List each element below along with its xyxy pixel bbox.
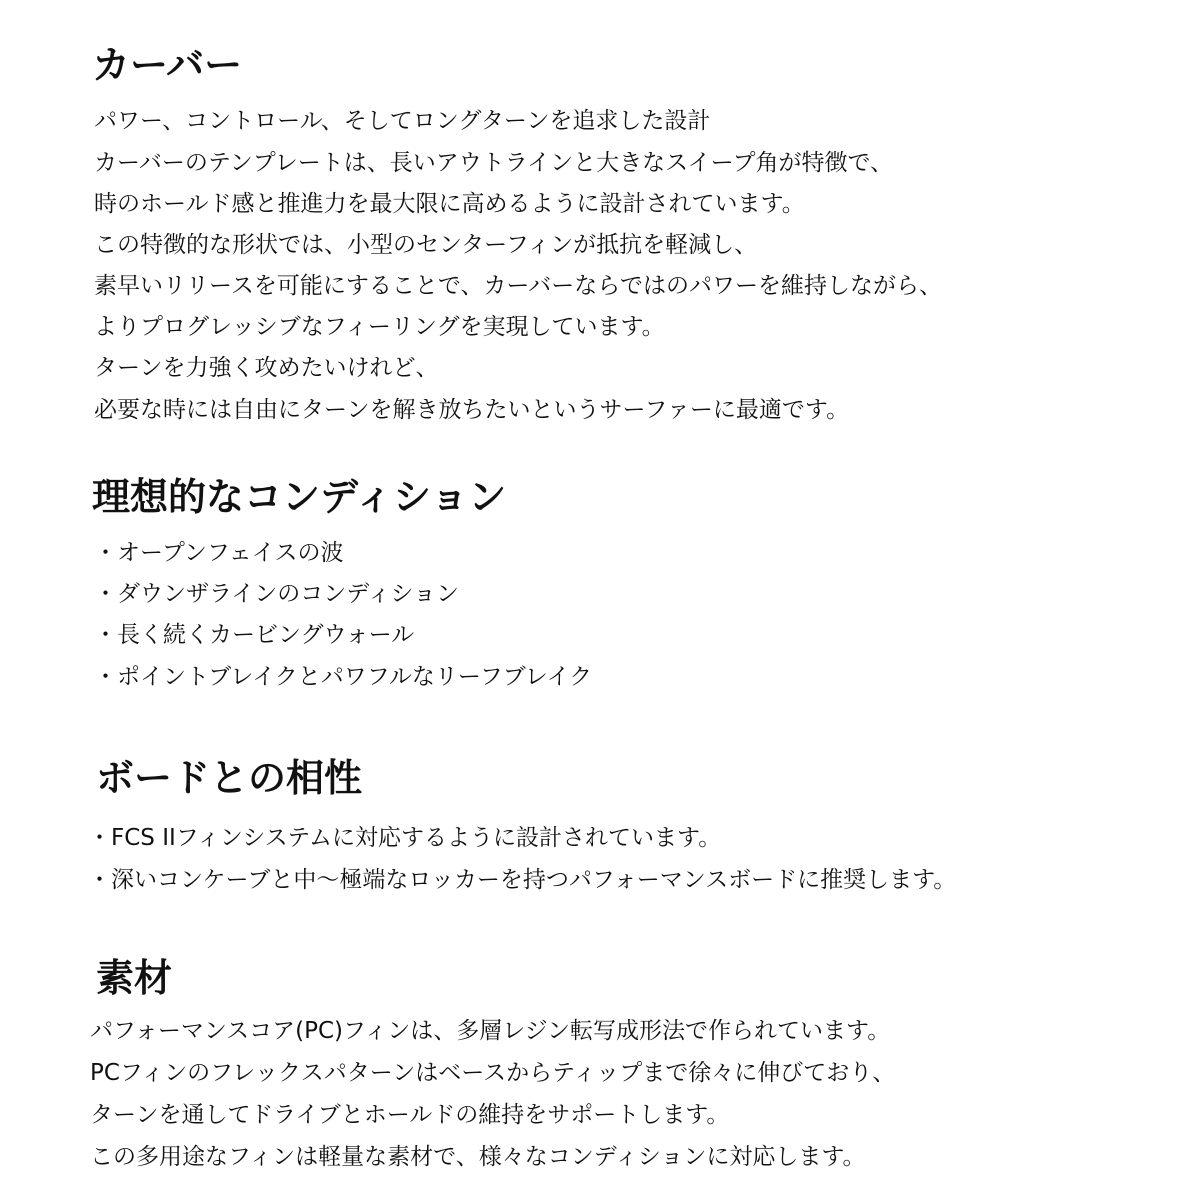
section-heading-ideal-conditions: 理想的なコンディション — [92, 475, 507, 519]
section-heading-material: 素材 — [96, 956, 173, 1000]
condition-list-item: ・長く続くカービングウォール — [94, 622, 415, 648]
section-heading-board-compatibility: ボードとの相性 — [96, 756, 363, 800]
carver-text-line: パワー、コントロール、そしてロングターンを追求した設計 — [94, 108, 711, 134]
condition-list-item: ・ポイントブレイクとパワフルなリーフブレイク — [94, 664, 593, 690]
carver-text-line: ターンを力強く攻めたいけれど、 — [94, 355, 439, 381]
carver-text-line: 時のホールド感と推進力を最大限に高めるように設計されています。 — [94, 191, 805, 217]
carver-text-line: 必要な時には自由にターンを解き放ちたいというサーファーに最適です。 — [94, 397, 850, 423]
condition-list-item: ・オープンフェイスの波 — [94, 540, 344, 566]
compatibility-list-item: ・FCS IIフィンシステムに対応するように設計されています。 — [88, 825, 722, 851]
compatibility-list-item: ・深いコンケーブと中〜極端なロッカーを持つパフォーマンスボードに推奨します。 — [88, 867, 957, 893]
section-heading-carver: カーバー — [92, 43, 243, 87]
carver-text-line: よりプログレッシブなフィーリングを実現しています。 — [94, 314, 665, 340]
material-text-line: PCフィンのフレックスパターンはベースからティップまで徐々に伸びており、 — [90, 1060, 896, 1086]
material-text-line: この多用途なフィンは軽量な素材で、様々なコンディションに対応します。 — [90, 1144, 866, 1170]
carver-text-line: この特徴的な形状では、小型のセンターフィンが抵抗を軽減し、 — [94, 232, 758, 258]
carver-text-line: 素早いリリースを可能にすることで、カーバーならではのパワーを維持しながら、 — [94, 273, 943, 299]
material-text-line: ターンを通してドライブとホールドの維持をサポートします。 — [90, 1102, 730, 1128]
condition-list-item: ・ダウンザラインのコンディション — [94, 581, 460, 607]
carver-text-line: カーバーのテンプレートは、長いアウトラインと大きなスイープ角が特徴で、 — [94, 150, 894, 176]
material-text-line: パフォーマンスコア(PC)フィンは、多層レジン転写成形法で作られています。 — [90, 1018, 891, 1044]
